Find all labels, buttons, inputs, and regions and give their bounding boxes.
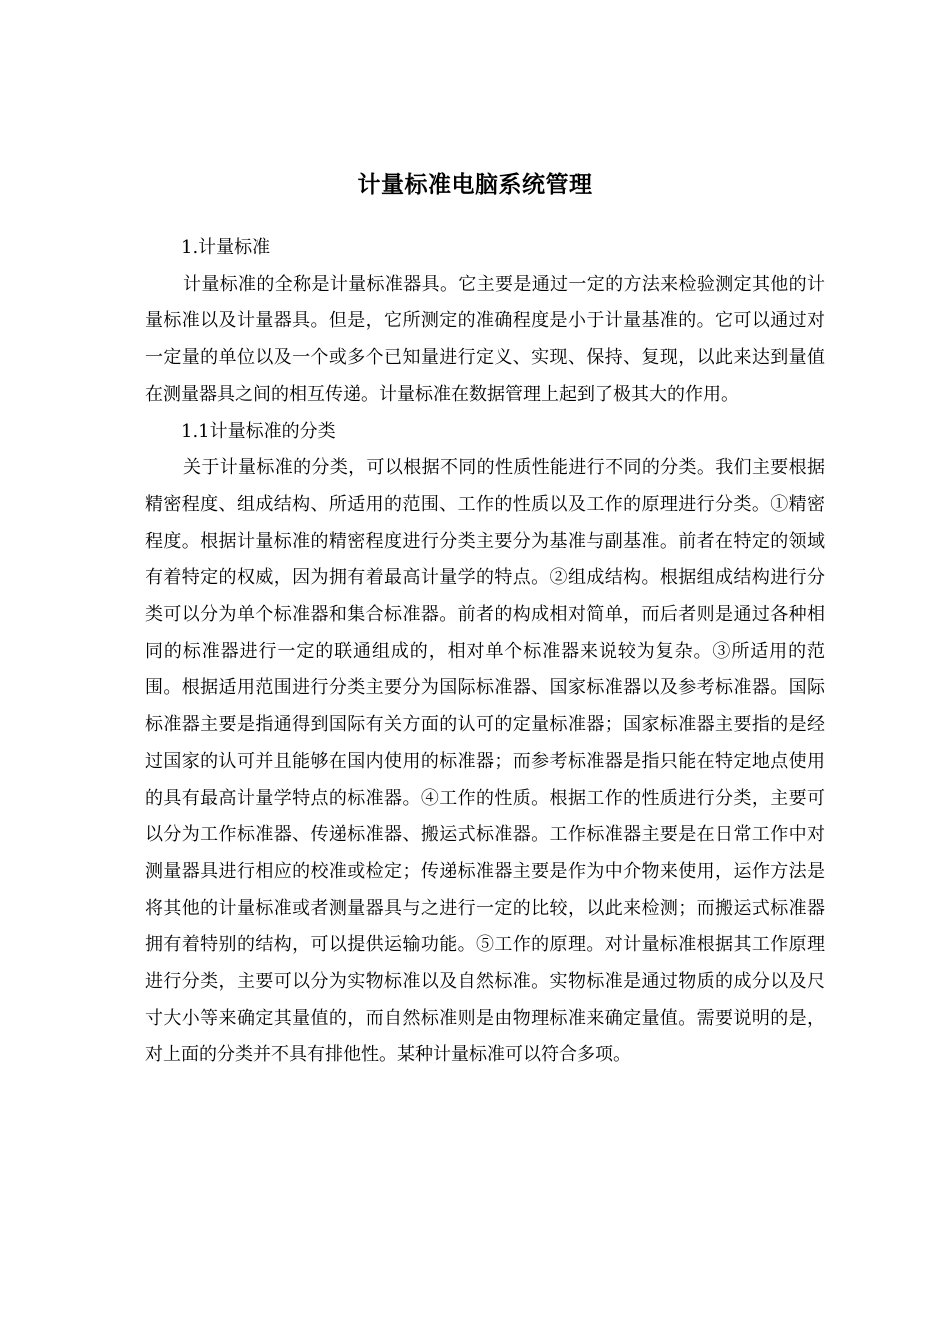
document-title: 计量标准电脑系统管理: [357, 171, 593, 199]
section-1-1-paragraph: 关于计量标准的分类，可以根据不同的性质性能进行不同的分类。我们主要根据精密程度、组成结构、所适用的范围、工作的性质以及工作的原理进行分类。①精密程度。根据计量标准的精密程度进行分类主要分为基准与副基准。前者在特定的领域有着特定的权威，因为拥有着最高计量学的特点。②组成结构。根据组成结构进行分类可以分为单个标准器和集合标准器。前者的构成相对简单，而后者则是通过各种相同的标准器进行一定的联通组成的，相对单个标准器来说较为复杂。③所适用的范围。根据适用范围进行分类主要分为国际标准器、国家标准器以及参考标准器。国际标准器主要是指通得到国际有关方面的认可的定量标准器；国家标准器主要指的是经过国家的认可并且能够在国内使用的标准器；而参考标准器是指只能在特定地点使用的具有最高计量学特点的标准器。④工作的性质。根据工作的性质进行分类，主要可以分为工作标准器、传递标准器、搬运式标准器。工作标准器主要是在日常工作中对测量器具进行相应的校准或检定；传递标准器主要是作为中介物来使用，运作方法是将其他的计量标准或者测量器具与之进行一定的比较，以此来检测；而搬运式标准器拥有着特别的结构，可以提供运输功能。⑤工作的原理。对计量标准根据其工作原理进行分类，主要可以分为实物标准以及自然标准。实物标准是通过物质的成分以及尺寸大小等来确定其量值的，而自然标准则是由物理标准来确定量值。需要说明的是，对上面的分类并不具有排他性。某种计量标准可以符合多项。: [145, 457, 825, 1066]
document-body: [145, 230, 825, 1074]
section-1-paragraph: 计量标准的全称是计量标准器具。它主要是通过一定的方法来检验测定其他的计量标准以及计量器具。但是，它所测定的准确程度是小于计量基准的。它可以通过对一定量的单位以及一个或多个已知量进行定义、实现、保持、复现，以此来达到量值在测量器具之间的相互传递。计量标准在数据管理上起到了极其大的作用。: [145, 273, 825, 405]
section-1-1-heading: 1.1计量标准的分类: [181, 420, 336, 442]
section-1-heading: 1.计量标准: [181, 237, 271, 258]
